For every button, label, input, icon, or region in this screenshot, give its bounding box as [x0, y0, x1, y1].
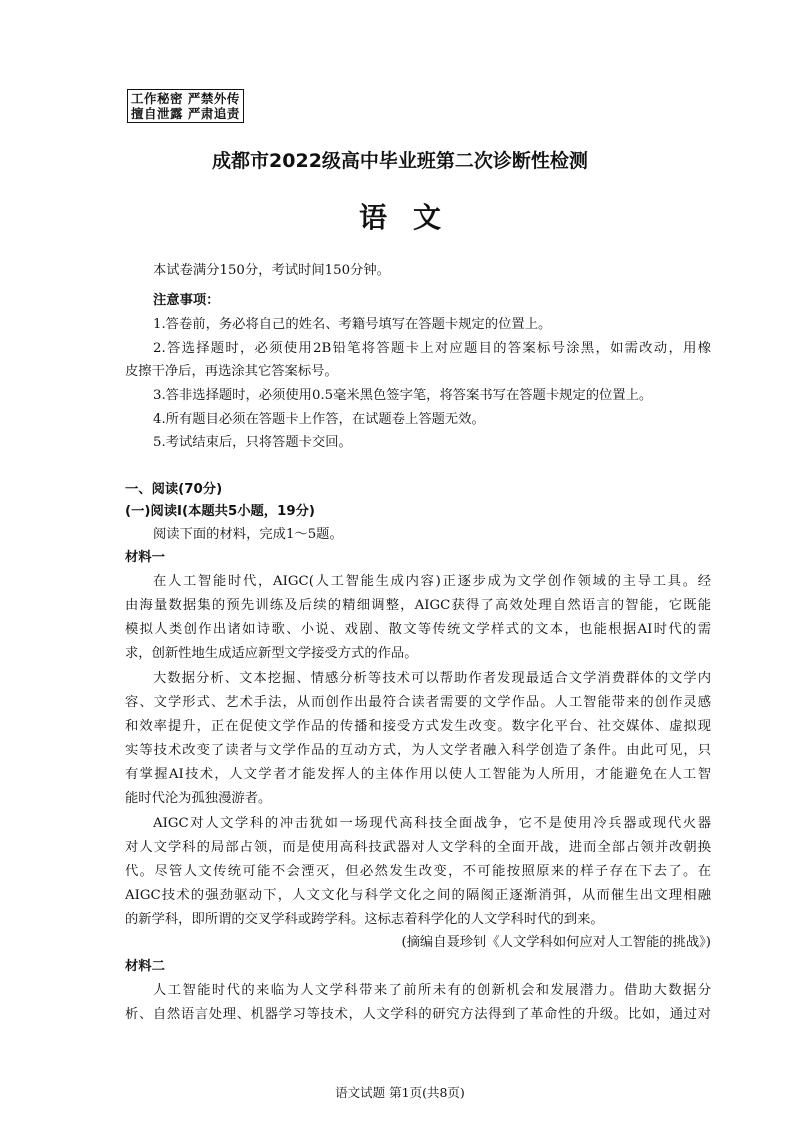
- material-2-line: 人工智能时代的来临为人文学科带来了前所未有的创新机会和发展潜力。借助大数据分: [153, 983, 711, 998]
- material-1-label: 材料一: [125, 550, 165, 565]
- material-1-line: AIGC技术的强劲驱动下，人文文化与科学文化之间的隔阂正逐渐消弭，从而催生出文理相融: [125, 888, 711, 903]
- material-1-line: 对人文学科的局部占领，而是使用高科技武器对人文学科的全面开战，进而全部占领并改朝换: [125, 840, 711, 855]
- section-instruction: 阅读下面的材料，完成1～5题。: [153, 527, 343, 542]
- note-item: 3.答非选择题时，必须使用0.5毫米黑色签字笔，将答案书写在答题卡规定的位置上。: [153, 388, 653, 403]
- confidential-line-1: 工作秘密 严禁外传: [131, 91, 240, 106]
- material-1-line: 由海量数据集的预先训练及后续的精细调整，AIGC获得了高效处理自然语言的智能，它既能: [125, 598, 711, 613]
- material-1-line: 模拟人类创作出诸如诗歌、小说、戏剧、散文等传统文学样式的文本，也能根据AI时代的需: [125, 622, 711, 637]
- intro-text: 本试卷满分150分，考试时间150分钟。: [153, 263, 390, 278]
- exam-title: 成都市2022级高中毕业班第二次诊断性检测: [212, 150, 588, 172]
- page-footer: 语文试题 第1页(共8页): [335, 1085, 465, 1100]
- material-1-line: 的新学科，即所谓的交叉学科或跨学科。这标志着科学化的人文学科时代的到来。: [125, 912, 604, 927]
- section-subtitle: (一)阅读Ⅰ(本题共5小题，19分): [125, 504, 315, 519]
- notes-heading: 注意事项：: [153, 293, 220, 308]
- note-item: 1.答卷前，务必将自己的姓名、考籍号填写在答题卡规定的位置上。: [153, 317, 552, 332]
- section-title: 一、阅读(70分): [125, 482, 223, 497]
- material-1-source: (摘编自聂珍钊《人文学科如何应对人工智能的挑战》): [401, 935, 711, 950]
- material-2-line: 析、自然语言处理、机器学习等技术，人文学科的研究方法得到了革命性的升级。比如，通过对: [125, 1007, 711, 1022]
- material-1-line: 在人工智能时代，AIGC(人工智能生成内容)正逐步成为文学创作领域的主导工具。经: [153, 574, 711, 589]
- material-1-line: 求，创新性地生成适应新型文学接受方式的作品。: [125, 646, 418, 661]
- note-item: 5.考试结束后，只将答题卡交回。: [153, 435, 352, 450]
- material-1-line: 能时代沦为孤独漫游者。: [125, 791, 272, 806]
- note-item: 4.所有题目必须在答题卡上作答，在试题卷上答题无效。: [153, 412, 485, 427]
- material-1-line: 和效率提升，正在促使文学作品的传播和接受方式发生改变。数字化平台、社交媒体、虚拟现: [125, 719, 711, 734]
- note-item: 2.答选择题时，必须使用2B铅笔将答题卡上对应题目的答案标号涂黑，如需改动，用橡: [153, 341, 711, 356]
- material-2-label: 材料二: [125, 959, 165, 974]
- material-1-line: AIGC对人文学科的冲击犹如一场现代高科技全面战争，它不是使用冷兵器或现代火器: [153, 816, 711, 831]
- material-1-line: 容、文学形式、艺术手法，从而创作出最符合读者需要的文学作品。人工智能带来的创作灵感: [125, 695, 711, 710]
- confidential-line-2: 擅自泄露 严肃追责: [131, 106, 240, 121]
- material-1-line: 实等技术改变了读者与文学作品的互动方式，为人文学者融入科学创造了条件。由此可见，只: [125, 743, 711, 758]
- note-item: 皮擦干净后，再选涂其它答案标号。: [125, 364, 338, 379]
- material-1-line: 大数据分析、文本挖掘、情感分析等技术可以帮助作者发现最适合文学消费群体的文学内: [153, 671, 711, 686]
- material-1-line: 有掌握AI技术，人文学者才能发挥人的主体作用以使人工智能为人所用，才能避免在人工智: [125, 767, 711, 782]
- confidential-stamp: [127, 89, 244, 123]
- subject-title: 语文: [358, 201, 467, 234]
- material-1-line: 代。尽管人文传统可能不会湮灭，但必然发生改变，不可能按照原来的样子存在下去了。在: [125, 864, 711, 879]
